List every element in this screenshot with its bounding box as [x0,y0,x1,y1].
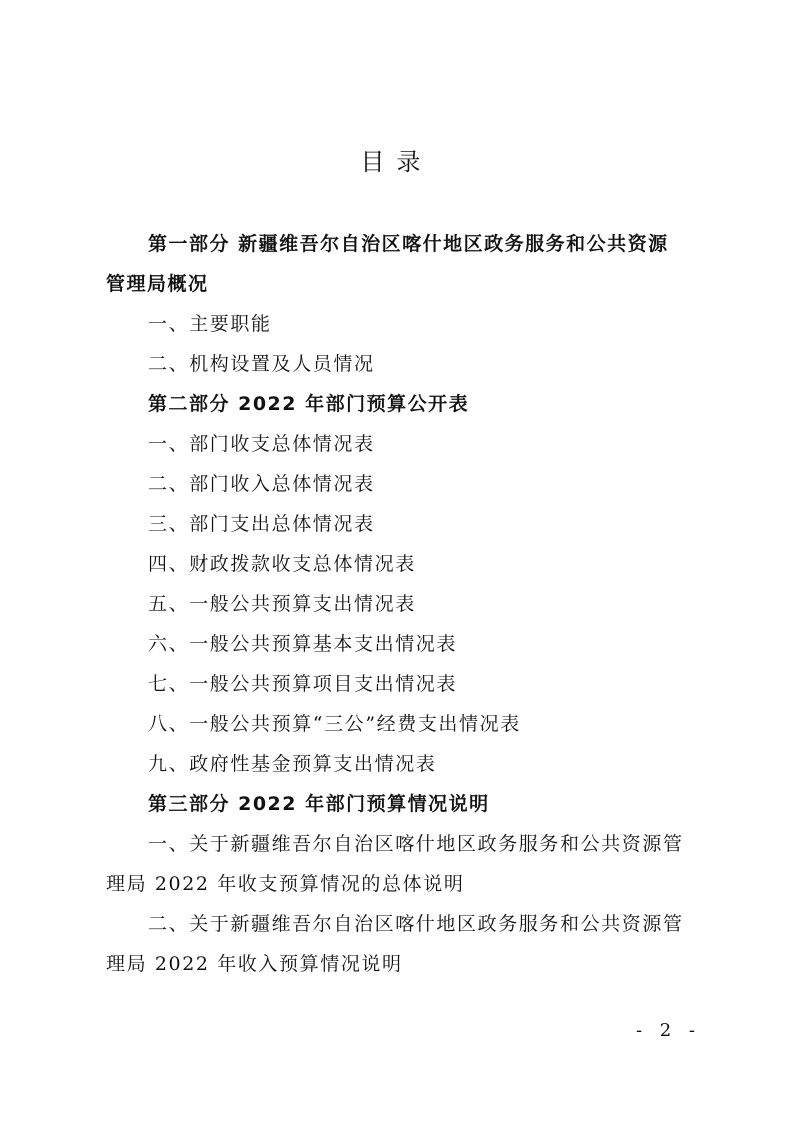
toc-part-2-heading: 第二部分 2022 年部门预算公开表 [148,393,470,415]
toc-item: 一、主要职能 [148,313,272,335]
toc-item: 五、一般公共预算支出情况表 [148,593,416,615]
toc-item: 三、部门支出总体情况表 [148,513,375,535]
toc-part-1-heading-cont: 管理局概况 [106,273,209,295]
toc-part-1-heading: 第一部分 新疆维吾尔自治区喀什地区政务服务和公共资源 [148,233,669,255]
toc-item: 二、部门收入总体情况表 [148,473,375,495]
toc-item: 四、财政拨款收支总体情况表 [148,553,416,575]
toc-item: 二、机构设置及人员情况 [148,353,375,375]
toc-item: 六、一般公共预算基本支出情况表 [148,633,458,655]
page-title: 目录 [360,148,433,176]
toc-item: 一、部门收支总体情况表 [148,433,375,455]
page-number: - 2 - [635,1020,701,1041]
toc-item: 二、关于新疆维吾尔自治区喀什地区政务服务和公共资源管 [148,913,684,935]
toc-item: 八、一般公共预算“三公”经费支出情况表 [148,713,521,735]
toc-item: 九、政府性基金预算支出情况表 [148,753,437,775]
toc-item-cont: 理局 2022 年收入预算情况说明 [106,953,403,975]
toc-item: 一、关于新疆维吾尔自治区喀什地区政务服务和公共资源管 [148,833,684,855]
table-of-contents [106,224,694,984]
toc-part-3-heading: 第三部分 2022 年部门预算情况说明 [148,793,490,815]
toc-item: 七、一般公共预算项目支出情况表 [148,673,458,695]
toc-item-cont: 理局 2022 年收支预算情况的总体说明 [106,873,465,895]
